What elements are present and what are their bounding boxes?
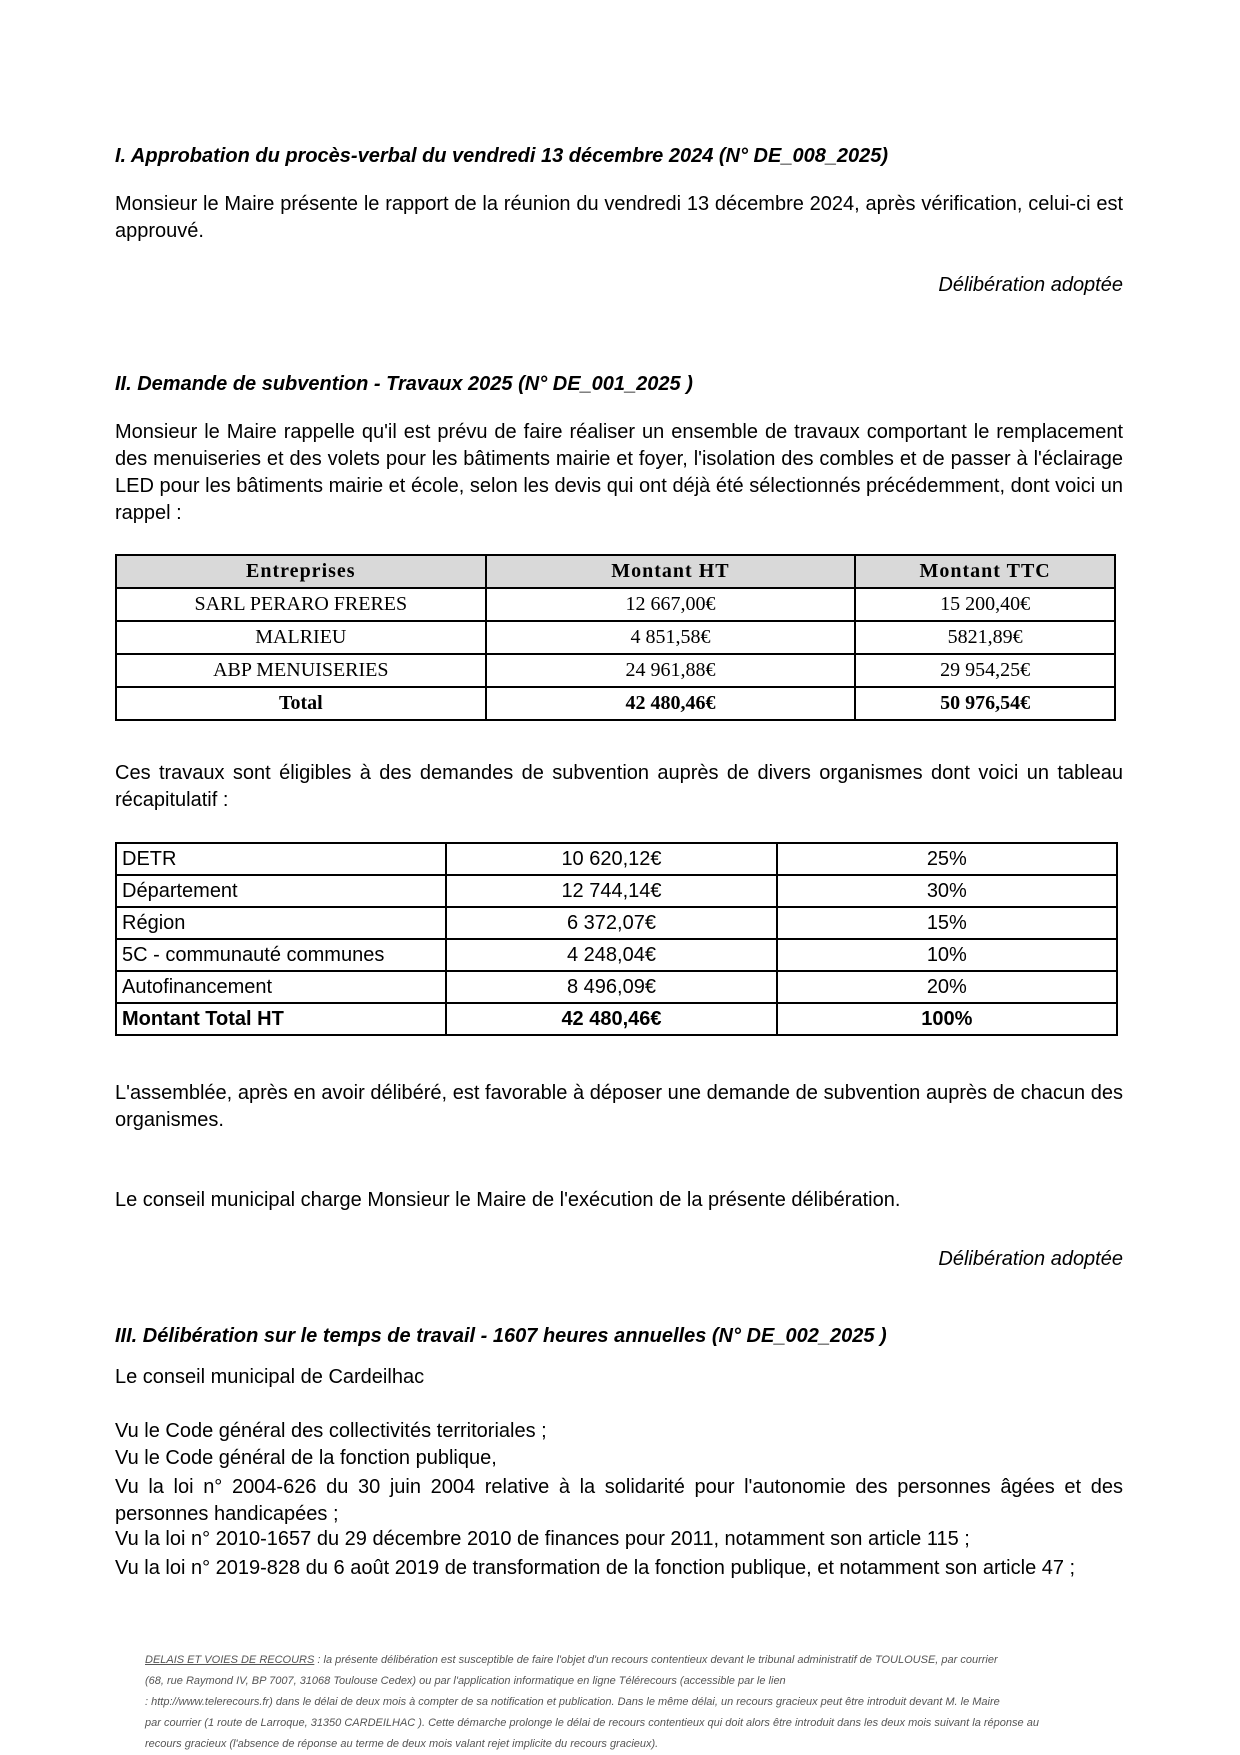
percent-cell: 15% <box>777 907 1117 939</box>
company-cell: SARL PERARO FRERES <box>116 588 486 621</box>
section2-heading: II. Demande de subvention - Travaux 2025 (N° DE_001_2025 ) <box>115 373 693 395</box>
footer-label: DELAIS ET VOIES DE RECOURS <box>145 1654 315 1666</box>
percent-cell: 10% <box>777 939 1117 971</box>
amount-ht-cell: 4 851,58€ <box>486 621 856 654</box>
footer-line1-text: : la présente délibération est susceptible de faire l'objet d'un recours contentieux devant le tribunal administratif de TOULOUSE, par courrier <box>314 1654 998 1666</box>
table-row <box>116 875 1117 907</box>
total-ttc-cell: 50 976,54€ <box>855 687 1115 720</box>
total-label-cell: Montant Total HT <box>116 1003 446 1035</box>
vu-line: Vu le Code général de la fonction publique, <box>115 1447 497 1469</box>
quotes-table <box>115 554 1116 721</box>
amount-cell: 8 496,09€ <box>446 971 776 1003</box>
table-row <box>116 843 1117 875</box>
subsidy-table <box>115 842 1118 1036</box>
amount-cell: 10 620,12€ <box>446 843 776 875</box>
organism-cell: Région <box>116 907 446 939</box>
section1-result: Délibération adoptée <box>938 274 1123 296</box>
quotes-table-header-row <box>116 555 1115 588</box>
organism-cell: DETR <box>116 843 446 875</box>
percent-cell: 20% <box>777 971 1117 1003</box>
quotes-header-ht: Montant HT <box>486 555 856 588</box>
table-row <box>116 971 1117 1003</box>
total-ht-cell: 42 480,46€ <box>486 687 856 720</box>
quotes-header-entreprises: Entreprises <box>116 555 486 588</box>
percent-cell: 30% <box>777 875 1117 907</box>
subsidy-total-row <box>116 1003 1117 1035</box>
section2-intro: Monsieur le Maire rappelle qu'il est prévu de faire réaliser un ensemble de travaux comportant le remplacement des menuiseries et des volets pour les bâtiments mairie et foyer, l'isolation des combles et de passer à l'éclairage LED pour les bâtiments mairie et école, selon les devis qui ont déjà été sélectionnés précédemment, dont voici un rappel : <box>115 421 1123 524</box>
section2-result: Délibération adoptée <box>938 1248 1123 1270</box>
percent-cell: 25% <box>777 843 1117 875</box>
table-row <box>116 621 1115 654</box>
amount-ttc-cell: 5821,89€ <box>855 621 1115 654</box>
vu-line: Vu la loi n° 2010-1657 du 29 décembre 2010 de finances pour 2011, notamment son article 115 ; <box>115 1528 970 1550</box>
vu-line: Vu la loi n° 2004-626 du 30 juin 2004 relative à la solidarité pour l'autonomie des personnes âgées et des personnes handicapées ; <box>115 1476 1123 1525</box>
amount-ht-cell: 24 961,88€ <box>486 654 856 687</box>
total-percent-cell: 100% <box>777 1003 1117 1035</box>
footer-line <box>145 1650 1065 1671</box>
table-row <box>116 654 1115 687</box>
section1-text: Monsieur le Maire présente le rapport de la réunion du vendredi 13 décembre 2024, après vérification, celui-ci est approuvé. <box>115 193 1123 242</box>
section1-heading: I. Approbation du procès-verbal du vendredi 13 décembre 2024 (N° DE_008_2025) <box>115 145 889 167</box>
quotes-total-row <box>116 687 1115 720</box>
amount-ttc-cell: 29 954,25€ <box>855 654 1115 687</box>
table-row <box>116 939 1117 971</box>
footer-recours <box>145 1650 1065 1755</box>
vu-line: Vu le Code général des collectivités territoriales ; <box>115 1420 547 1442</box>
organism-cell: 5C - communauté communes <box>116 939 446 971</box>
amount-ttc-cell: 15 200,40€ <box>855 588 1115 621</box>
organism-cell: Autofinancement <box>116 971 446 1003</box>
amount-cell: 4 248,04€ <box>446 939 776 971</box>
footer-line: recours gracieux (l'absence de réponse au terme de deux mois valant rejet implicite du recours gracieux). <box>145 1738 659 1750</box>
footer-line: par courrier (1 route de Larroque, 31350 CARDEILHAC ). Cette démarche prolonge le délai de recours contentieux qui doit alors être introduit dans les deux mois suivant la réponse au <box>145 1717 1039 1729</box>
table-row <box>116 907 1117 939</box>
total-amount-cell: 42 480,46€ <box>446 1003 776 1035</box>
quotes-header-ttc: Montant TTC <box>855 555 1115 588</box>
table-row <box>116 588 1115 621</box>
vu-line: Vu la loi n° 2019-828 du 6 août 2019 de transformation de la fonction publique, et notamment son article 47 ; <box>115 1557 1076 1579</box>
footer-line: (68, rue Raymond IV, BP 7007, 31068 Toulouse Cedex) ou par l'application informatique en ligne Télérecours (accessible par le lien <box>145 1675 786 1687</box>
organism-cell: Département <box>116 875 446 907</box>
section3-heading: III. Délibération sur le temps de travail - 1607 heures annuelles (N° DE_002_2025 ) <box>115 1325 887 1347</box>
footer-line: : http://www.telerecours.fr) dans le délai de deux mois à compter de sa notification et publication. Dans le même délai, un recours gracieux peut être introduit devant M. le Maire <box>145 1696 1000 1708</box>
section3-line1: Le conseil municipal de Cardeilhac <box>115 1366 425 1388</box>
amount-cell: 12 744,14€ <box>446 875 776 907</box>
section2-text2: Ces travaux sont éligibles à des demandes de subvention auprès de divers organismes dont voici un tableau récapitulatif : <box>115 762 1123 811</box>
amount-cell: 6 372,07€ <box>446 907 776 939</box>
total-label-cell: Total <box>116 687 486 720</box>
company-cell: ABP MENUISERIES <box>116 654 486 687</box>
company-cell: MALRIEU <box>116 621 486 654</box>
amount-ht-cell: 12 667,00€ <box>486 588 856 621</box>
section2-text4: Le conseil municipal charge Monsieur le Maire de l'exécution de la présente délibération. <box>115 1189 901 1211</box>
section2-text3: L'assemblée, après en avoir délibéré, est favorable à déposer une demande de subvention auprès de chacun des organismes. <box>115 1082 1123 1131</box>
